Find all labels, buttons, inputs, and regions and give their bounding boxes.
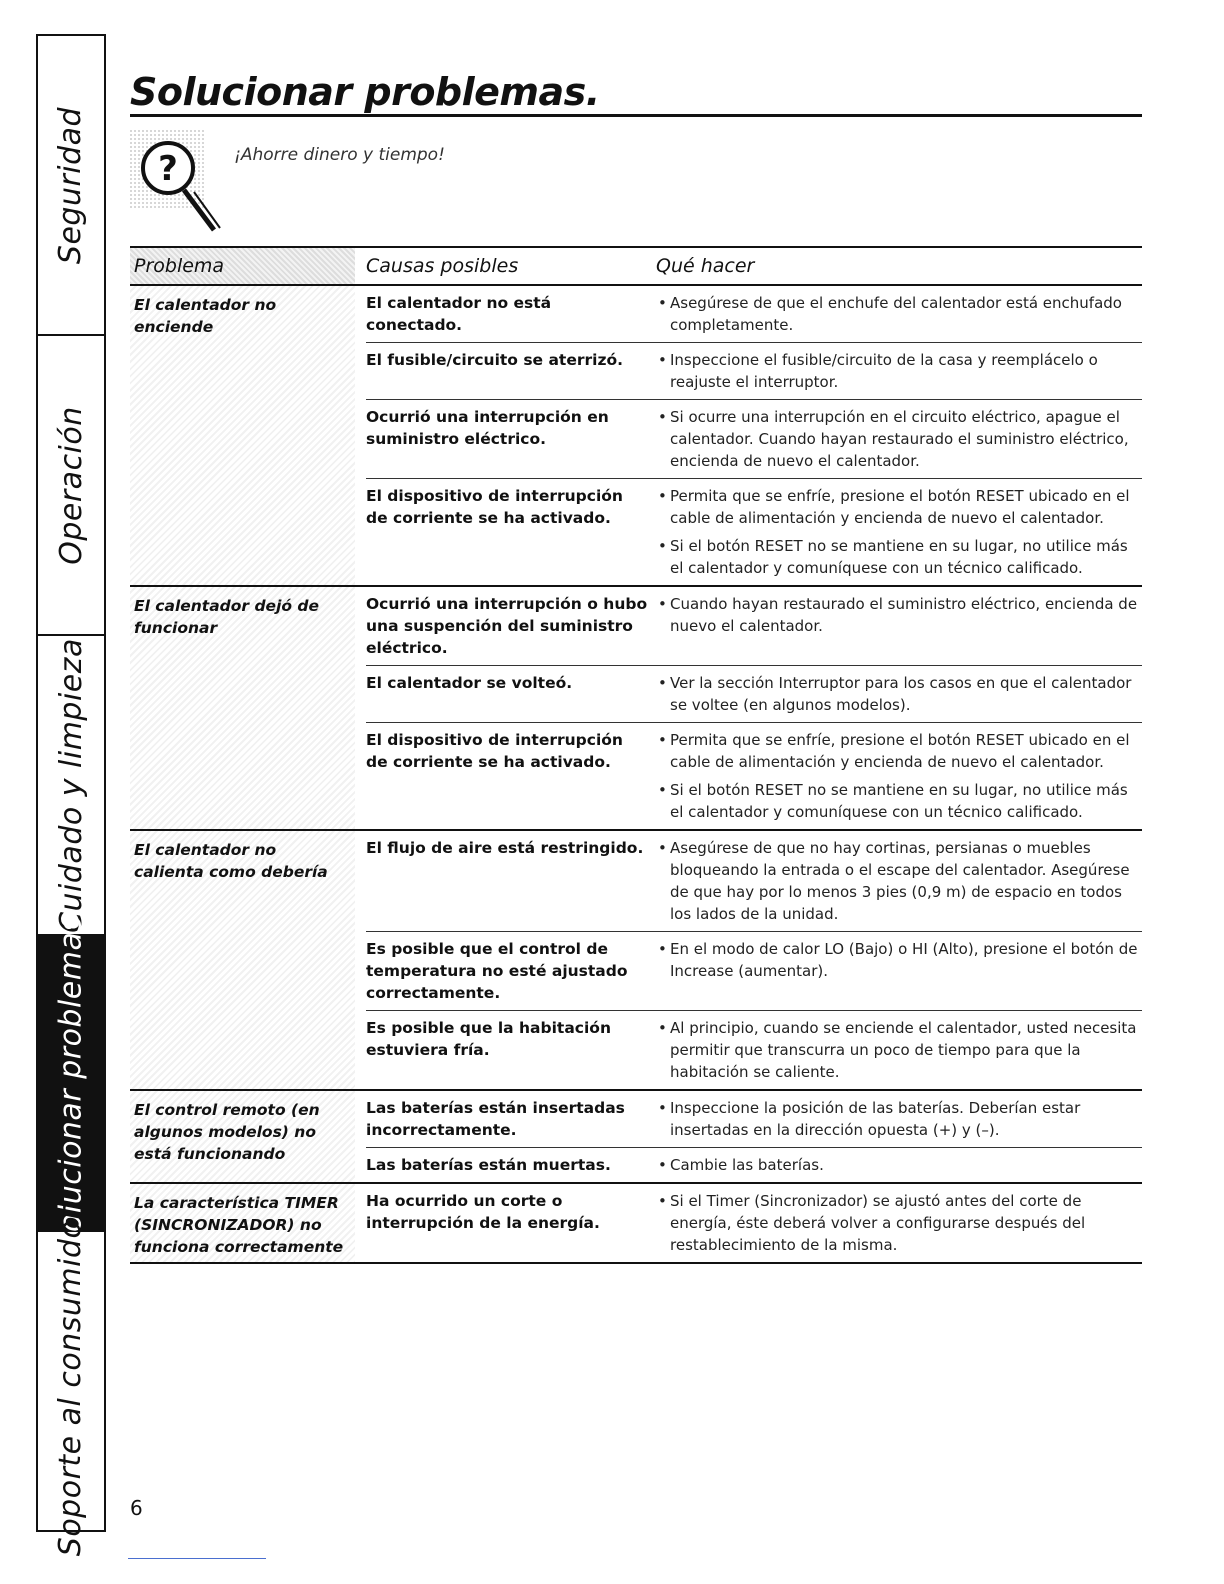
problem-label: El calentador no enciende (130, 286, 355, 585)
side-tab-column (36, 34, 106, 1556)
what-to-do (656, 672, 1142, 716)
bullet-item: • Si el botón RESET no se mantiene en su lugar, no utilice más el calentador y comuníquese con un técnico calificado. (656, 779, 1142, 823)
problem-label: La característica TIMER (SINCRONIZADOR) no funciona correctamente (130, 1184, 355, 1262)
table-row (366, 286, 1142, 342)
what-to-do (656, 485, 1142, 579)
what-to-do (656, 292, 1142, 336)
cause-text: Es posible que la habitación estuviera fría. (366, 1019, 611, 1059)
side-tab-label: Seguridad (53, 106, 89, 264)
table-row (366, 1091, 1142, 1147)
problem-label: El calentador no calienta como debería (130, 831, 355, 1089)
side-tab-label: Solucionar problemas (53, 914, 89, 1252)
table-row (366, 1184, 1142, 1262)
cause-text: Las baterías están muertas. (366, 1156, 611, 1174)
cause-text: Ocurrió una interrupción o hubo una suspención del suministro eléctrico. (366, 595, 648, 657)
problem-group (130, 831, 1142, 1091)
bullet-item: • Inspeccione la posición de las baterías. Deberían estar insertadas en la dirección opuesta (+) y (–). (656, 1097, 1142, 1141)
table-body (130, 286, 1142, 1264)
bullet-item: • Inspeccione el fusible/circuito de la casa y reemplácelo o reajuste el interruptor. (656, 349, 1142, 393)
page-title: Solucionar problemas. (130, 70, 600, 114)
what-to-do (656, 1097, 1142, 1141)
side-tab-1[interactable] (38, 36, 104, 336)
table-row (366, 399, 1142, 478)
problem-group (130, 286, 1142, 587)
table-header (130, 248, 1142, 286)
header-problem: Problema (130, 248, 355, 284)
cause-text: Es posible que el control de temperatura no esté ajustado correctamente. (366, 940, 628, 1002)
what-to-do (656, 837, 1142, 925)
bullet-item: • Si ocurre una interrupción en el circuito eléctrico, apague el calentador. Cuando hayan restaurado el suministro eléctrico, encienda de nuevo el calentador. (656, 406, 1142, 472)
problem-group (130, 587, 1142, 831)
side-tab-2[interactable] (38, 336, 104, 636)
cause-text: Las baterías están insertadas incorrectamente. (366, 1099, 625, 1139)
what-to-do (656, 1017, 1142, 1083)
side-tab-label: Cuidado y limpieza (53, 637, 89, 933)
bullet-item: • Asegúrese de que no hay cortinas, persianas o muebles bloqueando la entrada o el escape del calentador. Asegúrese de que hay por lo menos 3 pies (0,9 m) de espacio en todos los lados de la unidad. (656, 837, 1142, 925)
problem-group (130, 1184, 1142, 1264)
bullet-item: • Al principio, cuando se enciende el calentador, usted necesita permitir que transcurra un poco de tiempo para que la habitación se caliente. (656, 1017, 1142, 1083)
header-causes: Causas posibles (366, 255, 519, 277)
side-tab-label: Soporte al consumidor (53, 1206, 89, 1556)
problem-label: El calentador dejó de funcionar (130, 587, 355, 829)
side-tab-3[interactable] (38, 636, 104, 936)
what-to-do (656, 406, 1142, 472)
what-to-do (656, 1154, 1142, 1176)
bullet-item: • Cambie las baterías. (656, 1154, 1142, 1176)
what-to-do (656, 349, 1142, 393)
bullet-item: • Ver la sección Interruptor para los casos en que el calentador se voltee (en algunos modelos). (656, 672, 1142, 716)
table-row (366, 831, 1142, 931)
bullet-item: • Si el botón RESET no se mantiene en su lugar, no utilice más el calentador y comuníquese con un técnico calificado. (656, 535, 1142, 579)
side-tab-5[interactable] (38, 1206, 104, 1556)
cause-text: El dispositivo de interrupción de corriente se ha activado. (366, 487, 623, 527)
side-tab-4[interactable] (38, 914, 104, 1252)
troubleshooting-table (130, 246, 1142, 1264)
bullet-item: • Permita que se enfríe, presione el botón RESET ubicado en el cable de alimentación y encienda de nuevo el calentador. (656, 729, 1142, 773)
svg-text:?: ? (158, 149, 178, 189)
title-rule (130, 114, 1142, 117)
table-row (366, 665, 1142, 722)
problem-label: El control remoto (en algunos modelos) no está funcionando (130, 1091, 355, 1182)
footer-line (128, 1558, 266, 1559)
what-to-do (656, 593, 1142, 659)
bullet-item: • Asegúrese de que el enchufe del calentador está enchufado completamente. (656, 292, 1142, 336)
table-row (366, 722, 1142, 829)
what-to-do (656, 938, 1142, 1004)
bullet-item: • Permita que se enfríe, presione el botón RESET ubicado en el cable de alimentación y encienda de nuevo el calentador. (656, 485, 1142, 529)
table-row (366, 342, 1142, 399)
cause-text: El fusible/circuito se aterrizó. (366, 351, 624, 369)
table-row (366, 1010, 1142, 1089)
table-row (366, 1147, 1142, 1182)
cause-text: El flujo de aire está restringido. (366, 839, 644, 857)
page-number: 6 (130, 1496, 143, 1520)
what-to-do (656, 729, 1142, 823)
side-tab-label: Operación (53, 405, 89, 565)
cause-text: Ha ocurrido un corte o interrupción de la energía. (366, 1192, 600, 1232)
cause-text: El calentador no está conectado. (366, 294, 552, 334)
bullet-item: • Cuando hayan restaurado el suministro eléctrico, encienda de nuevo el calentador. (656, 593, 1142, 637)
table-row (366, 931, 1142, 1010)
problem-group (130, 1091, 1142, 1184)
cause-text: El dispositivo de interrupción de corriente se ha activado. (366, 731, 623, 771)
table-row (366, 587, 1142, 665)
header-what-to-do: Qué hacer (656, 255, 755, 277)
bullet-item: • Si el Timer (Sincronizador) se ajustó antes del corte de energía, éste deberá volver a configurarse después del restablecimiento de la misma. (656, 1190, 1142, 1256)
table-row (366, 478, 1142, 585)
tagline: ¡Ahorre dinero y tiempo! (234, 145, 445, 165)
cause-text: Ocurrió una interrupción en suministro eléctrico. (366, 408, 609, 448)
bullet-item: • En el modo de calor LO (Bajo) o HI (Alto), presione el botón de Increase (aumentar). (656, 938, 1142, 982)
question-magnifier-icon (130, 130, 226, 240)
cause-text: El calentador se volteó. (366, 674, 573, 692)
what-to-do (656, 1190, 1142, 1256)
